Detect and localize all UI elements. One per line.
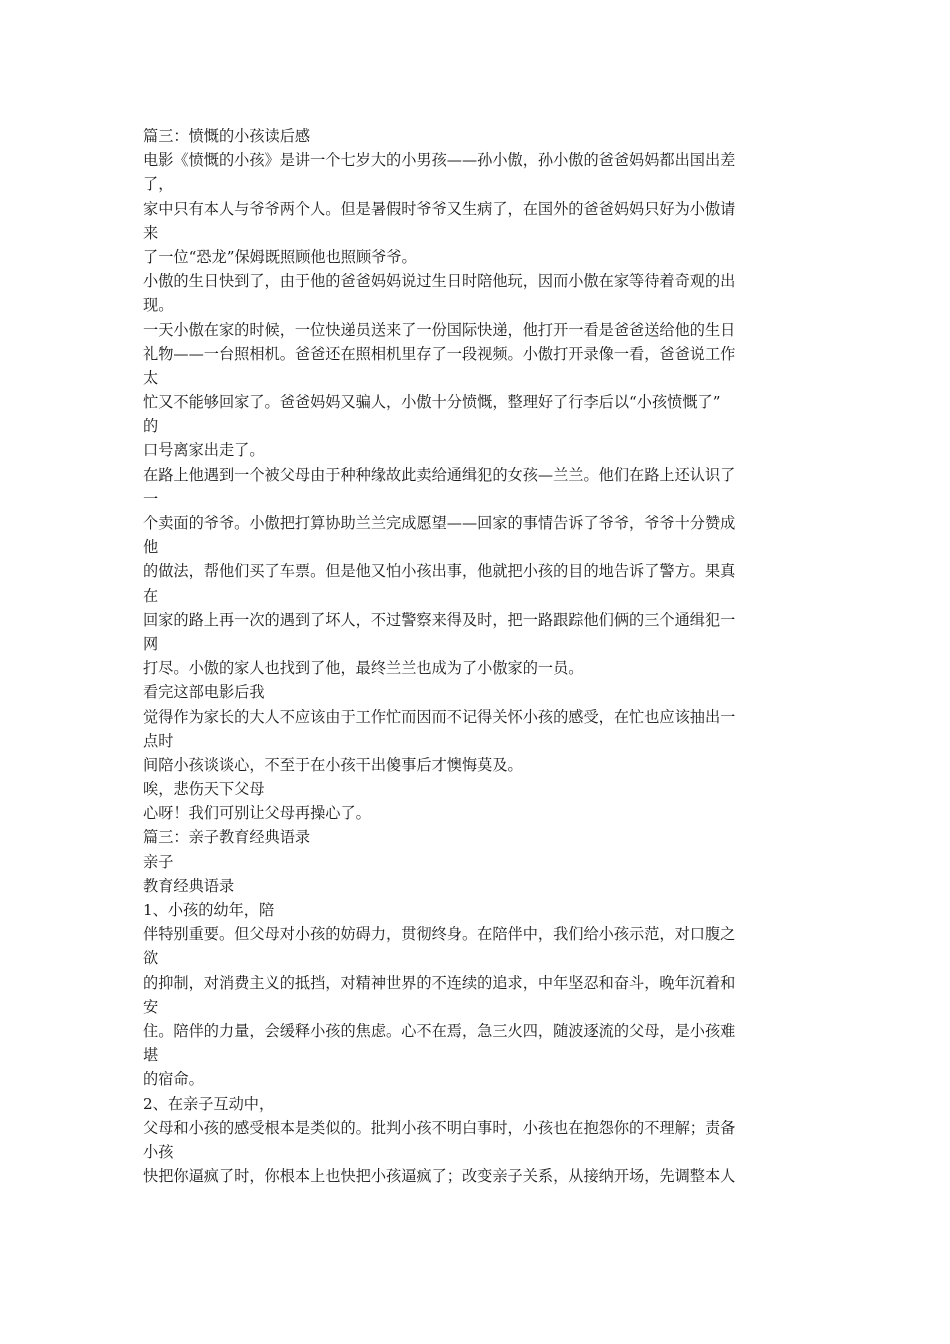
document-page [143, 124, 809, 1188]
text-line: 在 [143, 586, 159, 605]
text-line: 礼物——一台照相机。爸爸还在照相机里存了一段视频。小傲打开录像一看，爸爸说工作 [143, 344, 736, 363]
text-line: 他 [143, 538, 159, 557]
text-line: 了一位“恐龙”保姆既照顾他也照顾爷爷。 [143, 247, 417, 266]
text-line: 欲 [143, 949, 159, 968]
text-line: 安 [143, 997, 159, 1016]
text-line: 父母和小孩的感受根本是类似的。批判小孩不明白事时，小孩也在抱怨你的不理解；责备 [143, 1118, 736, 1137]
text-line: 住。陪伴的力量，会缓释小孩的焦虑。心不在焉，急三火四，随波逐流的父母，是小孩难 [143, 1021, 736, 1040]
text-line: 小傲的生日快到了，由于他的爸爸妈妈说过生日时陪他玩，因而小傲在家等待着奇观的出 [143, 272, 736, 291]
text-line: 2、在亲子互动中， [143, 1094, 275, 1113]
text-line: 1、小孩的幼年，陪 [143, 901, 275, 919]
text-line: 网 [143, 634, 159, 653]
text-line: 篇三：愤慨的小孩读后感 [143, 127, 311, 145]
text-line: 教育经典语录 [143, 876, 235, 895]
text-line: 电影《愤慨的小孩》是讲一个七岁大的小男孩——孙小傲，孙小傲的爸爸妈妈都出国出差 [143, 151, 736, 170]
text-line: 现。 [143, 296, 174, 315]
text-line: 口号离家出走了。 [143, 441, 265, 460]
text-line: 一 [143, 489, 159, 508]
text-line: 的抑制，对消费主义的抵挡，对精神世界的不连续的追求，中年坚忍和奋斗，晚年沉着和 [143, 973, 736, 992]
text-line: 心呀！我们可别让父母再操心了。 [143, 804, 371, 823]
text-line: 家中只有本人与爷爷两个人。但是暑假时爷爷又生病了，在国外的爸爸妈妈只好为小傲请 [143, 199, 736, 218]
text-line: 的宿命。 [143, 1070, 204, 1089]
text-line: 在路上他遇到一个被父母由于种种缘故此卖给通缉犯的女孩—兰兰。他们在路上还认识了 [143, 465, 736, 484]
text-line: 的 [143, 417, 159, 436]
text-line: 小孩 [143, 1142, 174, 1161]
text-line: 堪 [143, 1046, 159, 1065]
text-line: 快把你逼疯了时，你根本上也快把小孩逼疯了；改变亲子关系，从接纳开场，先调整本人 [143, 1167, 736, 1186]
text-line: 看完这部电影后我 [143, 683, 265, 702]
text-line: 忙又不能够回家了。爸爸妈妈又骗人，小傲十分愤慨，整理好了行李后以“小孩愤慨了” [143, 393, 721, 412]
text-line: 篇三：亲子教育经典语录 [143, 828, 311, 847]
text-line: 了， [143, 175, 174, 194]
text-line: 点时 [143, 731, 174, 750]
text-line: 伴特别重要。但父母对小孩的妨碍力，贯彻终身。在陪伴中，我们给小孩示范，对口腹之 [143, 925, 736, 944]
text-line: 打尽。小傲的家人也找到了他，最终兰兰也成为了小傲家的一员。 [143, 659, 584, 678]
text-line: 的做法，帮他们买了车票。但是他又怕小孩出事，他就把小孩的目的地告诉了警方。果真 [143, 562, 736, 581]
text-line: 太 [143, 368, 159, 387]
text-line: 个卖面的爷爷。小傲把打算协助兰兰完成愿望——回家的事情告诉了爷爷，爷爷十分赞成 [143, 514, 736, 532]
text-line: 觉得作为家长的大人不应该由于工作忙而因而不记得关怀小孩的感受，在忙也应该抽出一 [143, 707, 736, 726]
text-line: 亲子 [143, 852, 174, 871]
text-line: 来 [143, 223, 159, 242]
text-line: 间陪小孩谈谈心，不至于在小孩干出傻事后才懊悔莫及。 [143, 755, 523, 774]
text-line: 唉，悲伤天下父母 [143, 780, 265, 799]
text-line: 回家的路上再一次的遇到了坏人，不过警察来得及时，把一路跟踪他们俩的三个通缉犯一 [143, 610, 736, 629]
text-line: 一天小傲在家的时候，一位快递员送来了一份国际快递，他打开一看是爸爸送给他的生日 [143, 320, 736, 339]
